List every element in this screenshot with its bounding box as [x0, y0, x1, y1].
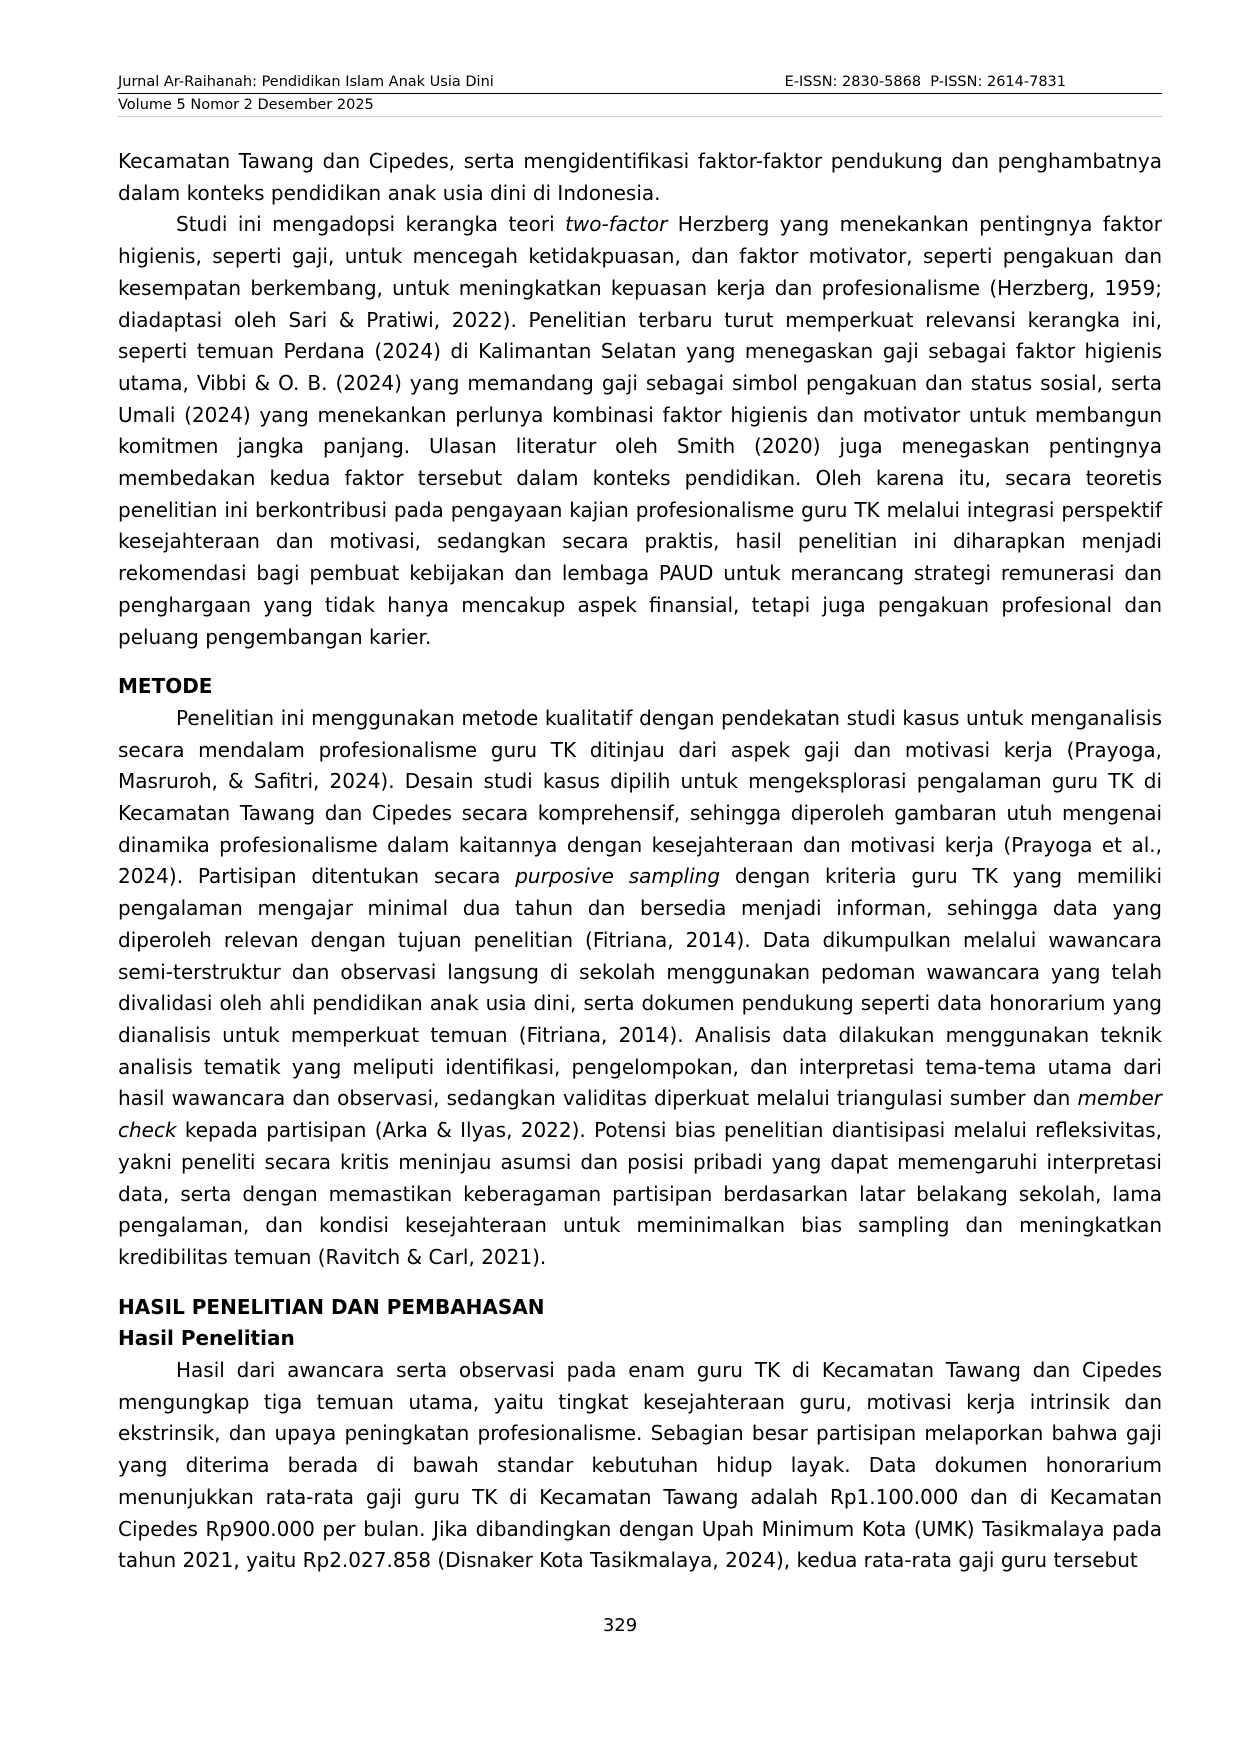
intro-p2-text-a: Studi ini mengadopsi kerangka teori: [176, 212, 566, 237]
volume-info: Volume 5 Nomor 2 Desember 2025: [118, 94, 1162, 117]
issn-info: E-ISSN: 2830-5868 P-ISSN: 2614-7831: [784, 74, 1066, 90]
article-body: [118, 146, 1162, 1577]
intro-p2-italic-term: two-factor: [565, 212, 668, 237]
subsection-heading-hasil-penelitian: Hasil Penelitian: [118, 1326, 295, 1351]
metode-text-c: kepada partisipan (Arka & Ilyas, 2022). Potensi bias penelitian diantisipasi melalui refleksivitas, yakni peneliti secara kritis meninjau asumsi dan posisi pribadi yang dapat memengaruhi interpretasi data, serta dengan memastikan keberagaman partisipan berdasarkan latar belakang sekolah, lama pengalaman, dan kondisi kesejahteraan untuk meminimalkan bias sampling dan meningkatkan kredibilitas temuan (Ravitch & Carl, 2021).: [118, 1118, 1162, 1269]
journal-title: Jurnal Ar-Raihanah: Pendidikan Islam Anak Usia Dini: [118, 74, 494, 90]
hasil-paragraph: Hasil dari awancara serta observasi pada enam guru TK di Kecamatan Tawang dan Cipedes mengungkap tiga temuan utama, yaitu tingkat kesejahteraan guru, motivasi kerja intrinsik dan ekstrinsik, dan upaya peningkatan profesionalisme. Sebagian besar partisipan melaporkan bahwa gaji yang diterima berada di bawah standar kebutuhan hidup layak. Data dokumen honorarium menunjukkan rata-rata gaji guru TK di Kecamatan Tawang adalah Rp1.100.000 dan di Kecamatan Cipedes Rp900.000 per bulan. Jika dibandingkan dengan Upah Minimum Kota (UMK) Tasikmalaya pada tahun 2021, yaitu Rp2.027.858 (Disnaker Kota Tasikmalaya, 2024), kedua rata-rata gaji guru tersebut: [118, 1358, 1162, 1573]
metode-italic-term-1: purposive sampling: [515, 864, 721, 889]
page-number: 329: [602, 1615, 638, 1636]
metode-italic-term-2: member check: [118, 1086, 1162, 1143]
header-top-row: [118, 72, 1162, 94]
intro-p2-text-b: Herzberg yang menekankan pentingnya faktor higienis, seperti gaji, untuk mencegah ketidakpuasan, dan faktor motivator, seperti pengakuan dan kesempatan berkembang, untuk meningkatkan kepuasan kerja dan profesionalisme (Herzberg, 1959; diadaptasi oleh Sari & Pratiwi, 2022). Penelitian terbaru turut memperkuat relevansi kerangka ini, seperti temuan Perdana (2024) di Kalimantan Selatan yang menegaskan gaji sebagai faktor higienis utama, Vibbi & O. B. (2024) yang memandang gaji sebagai simbol pengakuan dan status sosial, serta Umali (2024) yang menekankan perlunya kombinasi faktor higienis dan motivator untuk membangun komitmen jangka panjang. Ulasan literatur oleh Smith (2020) juga menegaskan pentingnya membedakan kedua faktor tersebut dalam konteks pendidikan. Oleh karena itu, secara teoretis penelitian ini berkontribusi pada pengayaan kajian profesionalisme guru TK melalui integrasi perspektif kesejahteraan dan motivasi, sedangkan secara praktis, hasil penelitian ini diharapkan menjadi rekomendasi bagi pembuat kebijakan dan lembaga PAUD untuk merancang strategi remunerasi dan penghargaan yang tidak hanya mencakup aspek finansial, tetapi juga pengakuan profesional dan peluang pengembangan karier.: [118, 212, 1162, 649]
metode-text-b: dengan kriteria guru TK yang memiliki pengalaman mengajar minimal dua tahun dan bersedia menjadi informan, sehingga data yang diperoleh relevan dengan tujuan penelitian (Fitriana, 2014). Data dikumpulkan melalui wawancara semi-terstruktur dan observasi langsung di sekolah menggunakan pedoman wawancara yang telah divalidasi oleh ahli pendidikan anak usia dini, serta dokumen pendukung seperti data honorarium yang dianalisis untuk memperkuat temuan (Fitriana, 2014). Analisis data dilakukan menggunakan teknik analisis tematik yang meliputi identifikasi, pengelompokan, dan interpretasi tema-tema utama dari hasil wawancara dan observasi, sedangkan validitas diperkuat melalui triangulasi sumber dan: [118, 864, 1163, 1111]
section-heading-metode: METODE: [118, 674, 213, 699]
intro-paragraph-1: Kecamatan Tawang dan Cipedes, serta mengidentifikasi faktor-faktor pendukung dan penghambatnya dalam konteks pendidikan anak usia dini di Indonesia.: [118, 149, 1162, 205]
metode-paragraph: [118, 703, 1162, 1274]
metode-text-a: Penelitian ini menggunakan metode kualitatif dengan pendekatan studi kasus untuk menganalisis secara mendalam profesionalisme guru TK ditinjau dari aspek gaji dan motivasi kerja (Prayoga, Masruroh, & Safitri, 2024). Desain studi kasus dipilih untuk mengeksplorasi pengalaman guru TK di Kecamatan Tawang dan Cipedes secara komprehensif, sehingga diperoleh gambaran utuh mengenai dinamika profesionalisme dalam kaitannya dengan kesejahteraan dan motivasi kerja (Prayoga et al., 2024). Partisipan ditentukan secara: [118, 705, 1162, 889]
intro-paragraph-2: [118, 209, 1162, 653]
section-heading-hasil: HASIL PENELITIAN DAN PEMBAHASAN: [118, 1294, 545, 1319]
running-header: [118, 72, 1162, 117]
